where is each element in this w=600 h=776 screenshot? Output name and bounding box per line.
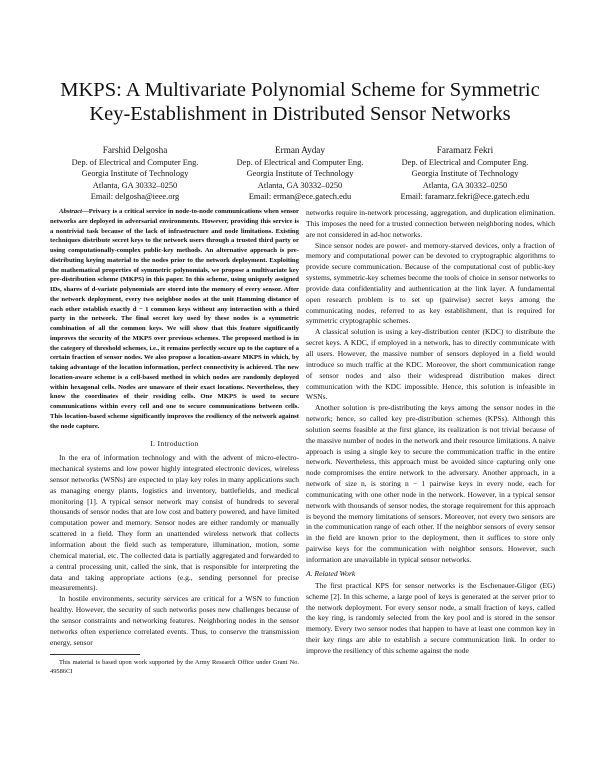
author-inst: Georgia Institute of Technology [411, 169, 519, 179]
abstract-text: —Privacy is a critical service in node-to-node communications when sensor networks are deployed in adversarial environments. However, providing this service is a nontrivial task because of the lack of infrastructure and node limitations. Existing techniques distribute secret keys to the network users through a trusted third party or using computationally-complex public-key methods. An alternative approach is pre-distributing keying material to the nodes prior to the network deployment. Exploiting the mathematical properties of symmetric polynomials, we propose a multivariate key pre-distribution scheme (MKPS) in this paper. In this scheme, using uniquely assigned IDs, shares of d-variate polynomials are stored into the memory of every sensor. After the network deployment, every two neighbor nodes at the unit Hamming distance of each other establish exactly d − 1 common keys without any interaction with a third party in the network. The final secret key used by these nodes is a symmetric combination of all the common keys. We will show that this feature significantly improves the security of the MKPS over previous schemes. The proposed method is in the category of threshold schemes, i.e., it remains perfectly secure up to the capture of a certain fraction of sensor nodes. We also propose a location-aware MKPS in which, by taking advantage of the location information, perfect connectivity is achieved. The new location-aware scheme is a cell-based method in which nodes are randomly deployed within hexagonal cells. Nodes are unaware of their exact locations. Nevertheless, they know the coordinates of their residing cells. One MKPS is used to secure communications within every cell and one to secure communications between cells. This location-based scheme significantly improves the resiliency of the network against the node capture. [50, 208, 299, 430]
author-address: Atlanta, GA 30332–0250 [257, 180, 343, 190]
author-1 [55, 145, 215, 202]
abstract [50, 207, 299, 431]
body-paragraph: Since sensor nodes are power- and memory-starved devices, only a fraction of memory and computational power can be devoted to cryptographic algorithms to provide secure communication. Because of the computational cost of public-key systems, symmetric-key schemes become the tools of choice in sensor networks to provide data confidentiality and authentication at the link layer. A fundamental open research problem is to set up (pairwise) secret keys among the communicating nodes, referred to as key establishment, that is required for symmetric cryptographic schemes. [306, 240, 555, 326]
author-dept: Dep. of Electrical and Computer Eng. [236, 158, 364, 168]
author-name: Farshid Delgosha [102, 145, 168, 155]
related-work-paragraph: The first practical KPS for sensor networks is the Eschenauer-Gligor (EG) scheme [2]. In this scheme, a large pool of keys is generated at the server prior to the network deployment. For every sensor node, a small fraction of keys, called the key ring, is randomly selected from the key pool and is stored in the sensor memory. Every two sensor nodes that happen to have at least one common key in their key rings are able to establish a secure communication link. In order to improve the resiliency of this scheme against the node [306, 580, 555, 655]
author-address: Atlanta, GA 30332–0250 [422, 180, 508, 190]
author-email: Email: delgosha@ieee.org [90, 191, 180, 201]
author-inst: Georgia Institute of Technology [81, 169, 189, 179]
section-heading-introduction: I. Introduction [150, 439, 199, 449]
abstract-label: Abstract [59, 208, 83, 215]
left-column [50, 207, 299, 676]
author-dept: Dep. of Electrical and Computer Eng. [401, 158, 529, 168]
author-inst: Georgia Institute of Technology [246, 169, 354, 179]
author-3 [385, 145, 545, 202]
subsection-heading-related-work: A. Related Work [306, 568, 356, 578]
author-name: Faramarz Fekri [436, 145, 494, 155]
intro-paragraph: In the era of information technology and with the advent of micro-electro-mechanical systems and low power highly integrated electronic devices, wireless sensor networks (WSNs) are expected to play key roles in many applications such as managing energy plants, logistics and inventory, battlefields, and medical monitoring [1]. A typical sensor network may consist of hundreds to several thousands of sensor nodes that are low cost and battery powered, and have limited computation power and memory. Sensor nodes are either randomly or manually scattered in a field. They form an unattended wireless network that collects information about the field such as temperature, illumination, motion, some chemical material, etc. The collected data is partially aggregated and forwarded to a central processing unit, called the sink, that is responsible for interpreting the data and taking appropriate actions (e.g., sending personnel for precise measurements). [50, 453, 299, 593]
author-block [55, 145, 545, 202]
right-column [306, 208, 555, 657]
author-email: Email: faramarz.fekri@ece.gatech.edu [400, 191, 530, 201]
author-dept: Dep. of Electrical and Computer Eng. [71, 158, 199, 168]
intro-paragraph: In hostile environments, security services are critical for a WSN to function healthy. However, the security of such networks poses new challenges because of the sensor constraints and networking features. Neighboring nodes in the sensor networks often experience correlated events. Thus, to conserve the transmission energy, sensor [50, 594, 299, 647]
author-name: Erman Ayday [275, 145, 325, 155]
footnote: This material is based upon work supported by the Army Research Office under Grant No. 49586CI [50, 659, 299, 676]
paper-title: MKPS: A Multivariate Polynomial Scheme for Symmetric Key-Establishment in Distributed Sensor Networks [60, 79, 540, 125]
author-address: Atlanta, GA 30332–0250 [92, 180, 178, 190]
author-email: Email: erman@ece.gatech.edu [248, 191, 352, 201]
body-paragraph: networks require in-network processing, aggregation, and duplication elimination. This imposes the need for a trusted connection between neighboring nodes, which are not considered in ad-hoc networks. [306, 208, 555, 239]
author-2 [220, 145, 380, 202]
body-paragraph: Another solution is pre-distributing the keys among the sensor nodes in the network; hence, so called key pre-distribution schemes (KPSs). Although this solution seems feasible at the first glance, its realization is not trivial because of the massive number of nodes in the network and their resource limitations. A naive approach is using a single key to secure the communication traffic in the entire network. Nevertheless, this approach must be avoided since capturing only one node compromises the entire network to the adversary. Another approach, in a network of size n, is storing n − 1 pairwise keys in every node, each for communicating with one other node in the network. However, in a typical sensor network with thousands of sensor nodes, the storage requirement for this approach is beyond the memory limitations of sensors. Moreover, not every two sensors are in the communication range of each other. If the neighbor sensors of every sensor in the field are known prior to the deployment, then it suffices to store only pairwise keys for the communication with neighbor sensors. However, such information are unavailable in typical sensor networks. [306, 403, 555, 564]
footnote-rule [50, 654, 140, 655]
body-paragraph: A classical solution is using a key-distribution center (KDC) to distribute the secret keys. A KDC, if employed in a network, has to directly communicate with all users. However, the massive number of sensors deployed in a field would introduce so much traffic at the KDC. Moreover, the short communication range of sensor nodes and also their widespread distribution makes direct communication with the KDC impossible. Hence, this solution is infeasible in WSNs. [306, 327, 555, 402]
